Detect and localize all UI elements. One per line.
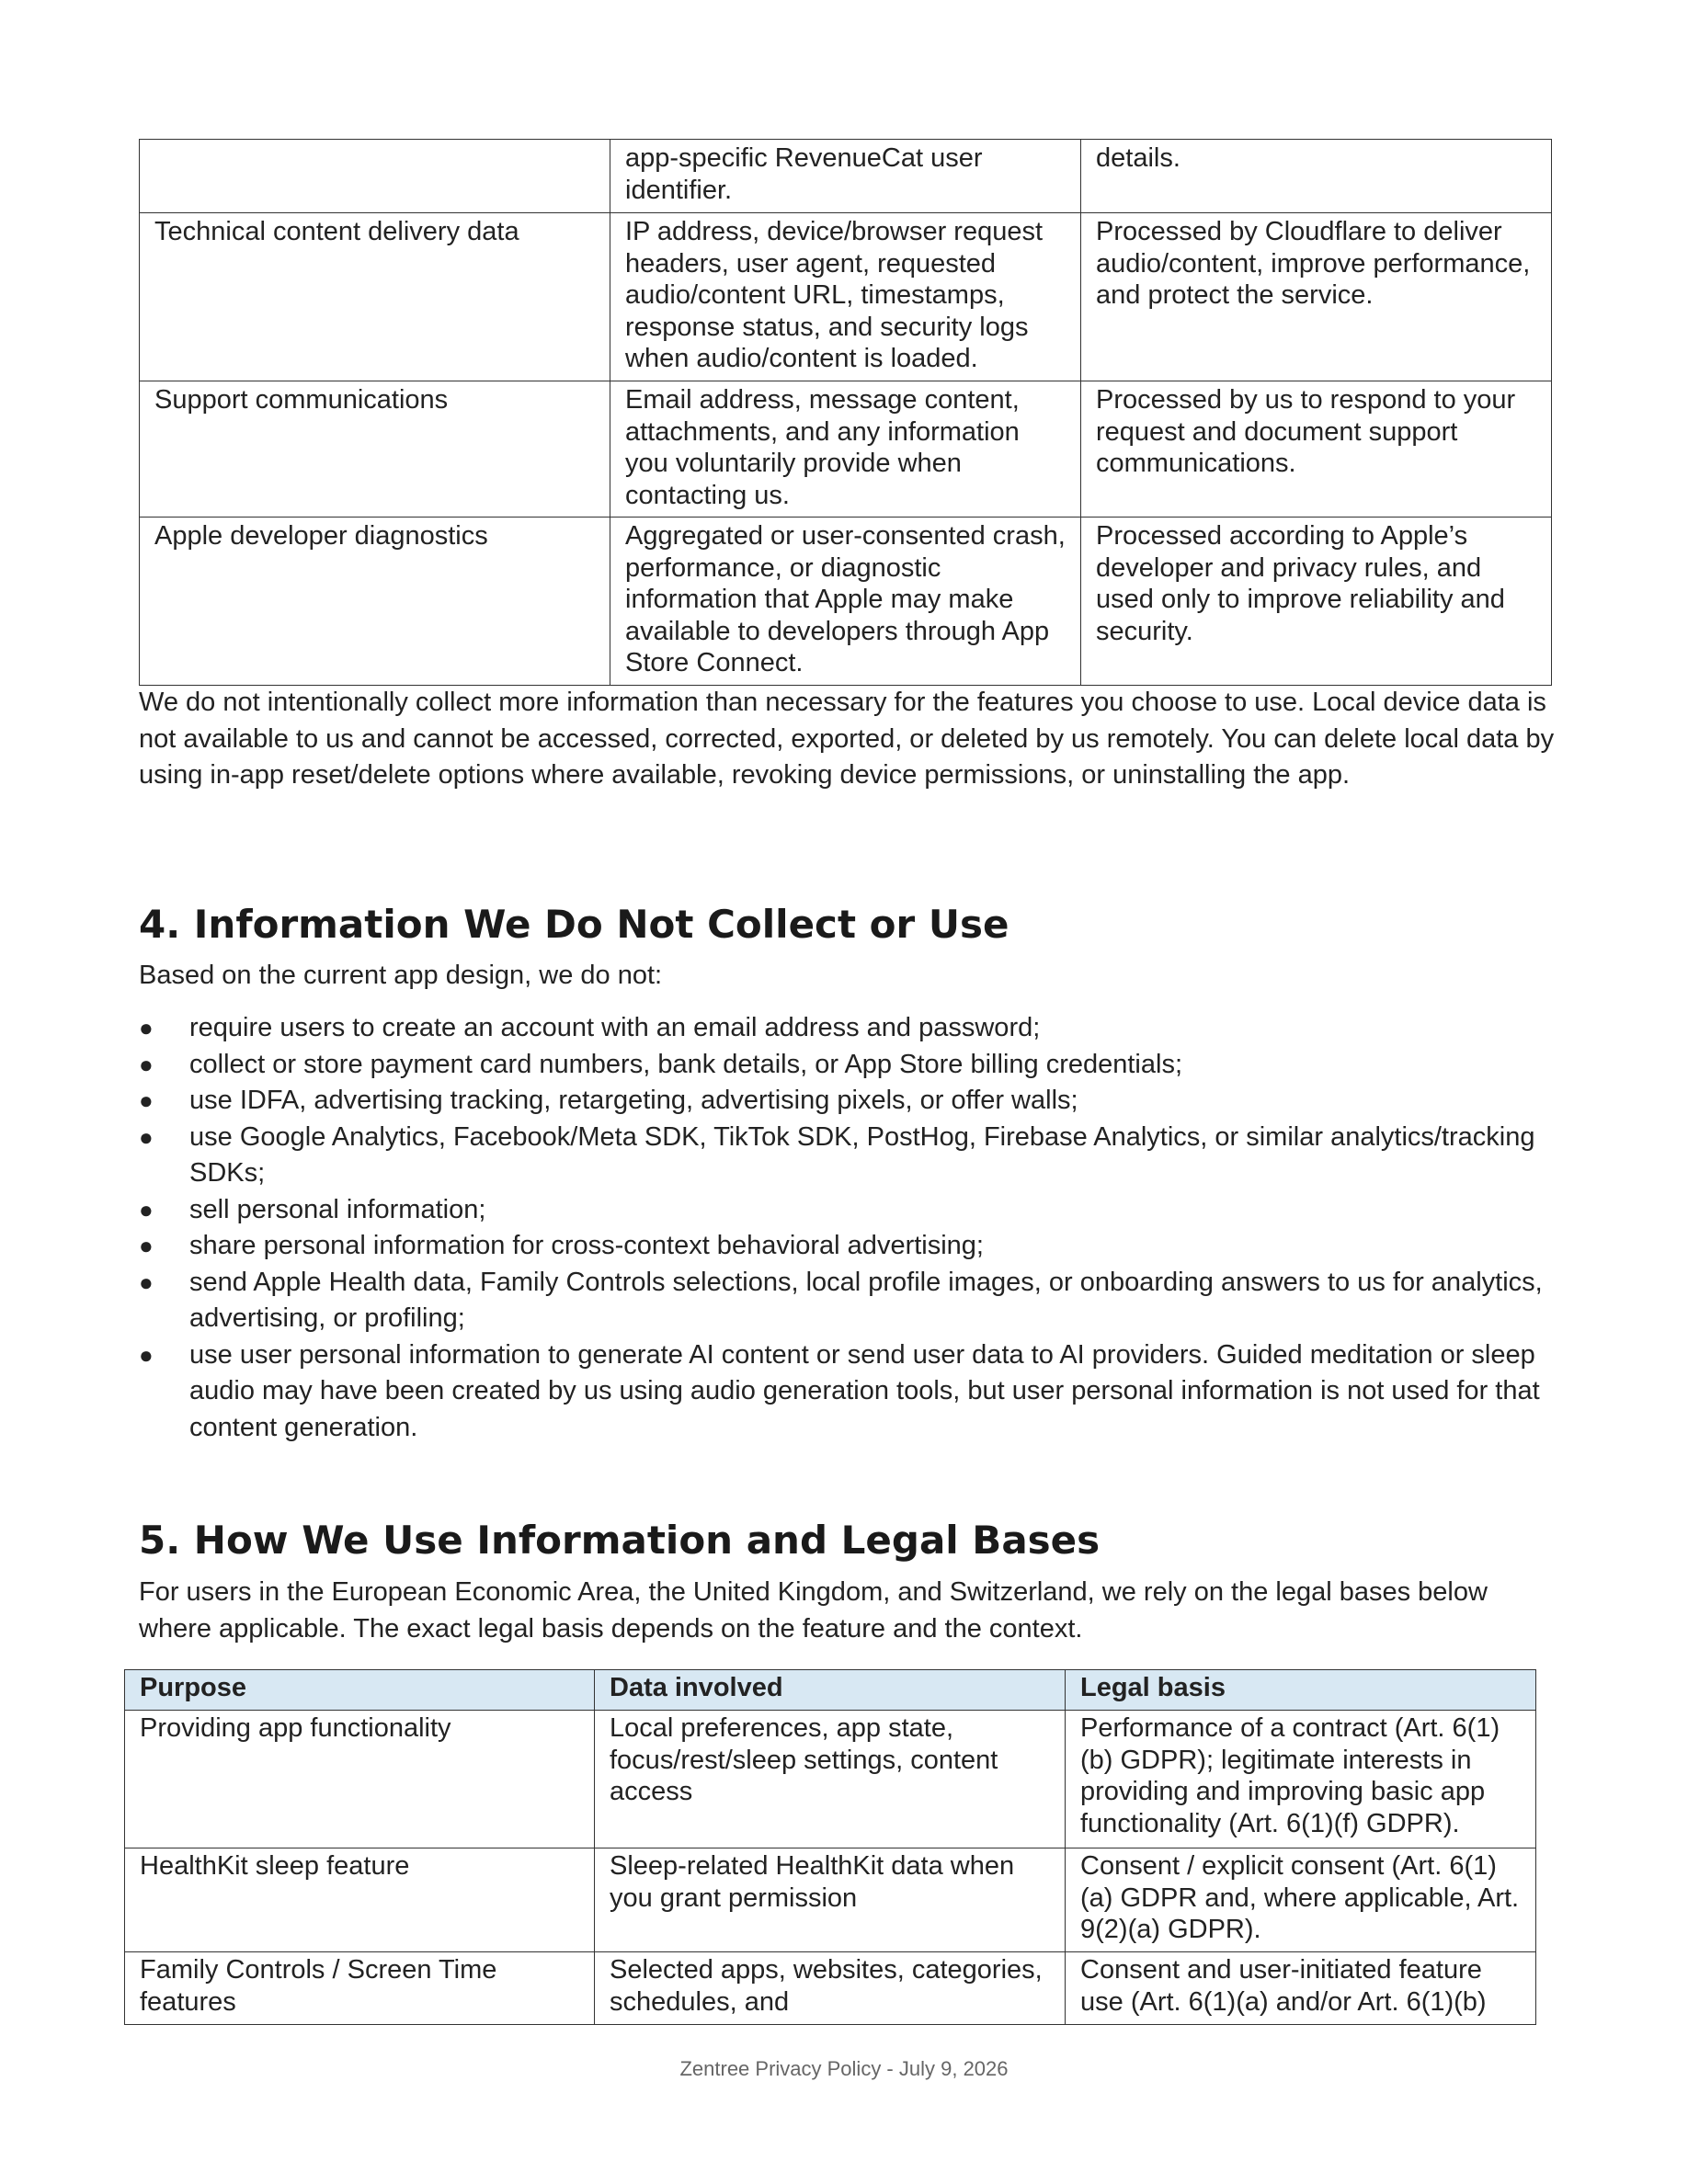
list-item: ● share personal information for cross-context behavioral advertising; — [139, 1228, 1555, 1265]
table-cell: Email address, message content, attachments, and any information you voluntarily provide when contacting us. — [610, 381, 1081, 518]
bullet-icon: ● — [139, 1086, 154, 1114]
not-collected-list — [139, 1010, 1555, 1446]
table-cell: Apple developer diagnostics — [140, 518, 610, 686]
section-5-heading: 5. How We Use Information and Legal Bases — [139, 1518, 1101, 1563]
bullet-icon: ● — [139, 1195, 154, 1223]
table-cell: Technical content delivery data — [140, 213, 610, 381]
list-item: ● use IDFA, advertising tracking, retargeting, advertising pixels, or offer walls; — [139, 1083, 1555, 1120]
table-cell — [140, 140, 610, 213]
table-cell: Processed according to Apple’s developer and privacy rules, and used only to improve reliability and security. — [1081, 518, 1552, 686]
table-row — [140, 213, 1552, 381]
list-item: ● sell personal information; — [139, 1192, 1555, 1229]
table-row — [140, 140, 1552, 213]
table-cell: Selected apps, websites, categories, schedules, and — [595, 1952, 1066, 2025]
table-row — [140, 381, 1552, 518]
table-cell: details. — [1081, 140, 1552, 213]
list-item: ● collect or store payment card numbers, bank details, or App Store billing credentials; — [139, 1047, 1555, 1084]
list-item: ● use Google Analytics, Facebook/Meta SDK, TikTok SDK, PostHog, Firebase Analytics, or similar analytics/tracking SDKs; — [139, 1120, 1555, 1192]
table-header-row — [125, 1670, 1536, 1711]
table-cell: Support communications — [140, 381, 610, 518]
list-item: ● use user personal information to generate AI content or send user data to AI providers. Guided meditation or sleep audio may have been created by us using audio generation tools, but user personal information is not used for that content generation. — [139, 1337, 1555, 1447]
table-cell: app-specific RevenueCat user identifier. — [610, 140, 1081, 213]
bullet-icon: ● — [139, 1268, 154, 1296]
section-4-intro: Based on the current app design, we do not: — [139, 961, 663, 990]
table-row — [125, 1711, 1536, 1848]
table-cell: Performance of a contract (Art. 6(1)(b) GDPR); legitimate interests in providing and improving basic app functionality (Art. 6(1)(f) GDPR). — [1066, 1711, 1536, 1848]
column-header-purpose: Purpose — [125, 1670, 595, 1711]
table-cell: Sleep-related HealthKit data when you grant permission — [595, 1848, 1066, 1952]
bullet-icon: ● — [139, 1122, 154, 1151]
table-row — [125, 1952, 1536, 2025]
table-cell: Aggregated or user-consented crash, performance, or diagnostic information that Apple may make available to developers through App Store Connect. — [610, 518, 1081, 686]
bullet-icon: ● — [139, 1232, 154, 1259]
table-row — [125, 1848, 1536, 1952]
bullet-icon: ● — [139, 1050, 154, 1078]
table-row — [140, 518, 1552, 686]
list-item: ● require users to create an account with an email address and password; — [139, 1010, 1555, 1047]
bullet-icon: ● — [139, 1340, 154, 1369]
table-cell: Local preferences, app state, focus/rest/sleep settings, content access — [595, 1711, 1066, 1848]
section-4-heading: 4. Information We Do Not Collect or Use — [139, 902, 1009, 947]
table-cell: Processed by us to respond to your request and document support communications. — [1081, 381, 1552, 518]
table-cell: Consent / explicit consent (Art. 6(1)(a) GDPR and, where applicable, Art. 9(2)(a) GDPR). — [1066, 1848, 1536, 1952]
table-cell: Consent and user-initiated feature use (Art. 6(1)(a) and/or Art. 6(1)(b) — [1066, 1952, 1536, 2025]
after-table-paragraph: We do not intentionally collect more information than necessary for the features you choose to use. Local device data is not available to us and cannot be accessed, corrected, exported, or deleted by us remotely. You can delete local data by using in-app reset/delete options where available, revoking device permissions, or uninstalling the app. — [139, 688, 1555, 790]
page-footer: Zentree Privacy Policy - July 9, 2026 — [679, 2057, 1009, 2080]
column-header-data-involved: Data involved — [595, 1670, 1066, 1711]
data-collection-table — [139, 139, 1552, 686]
table-cell: Processed by Cloudflare to deliver audio/content, improve performance, and protect the service. — [1081, 213, 1552, 381]
table-cell: IP address, device/browser request headers, user agent, requested audio/content URL, timestamps, response status, and security logs when audio/content is loaded. — [610, 213, 1081, 381]
column-header-legal-basis: Legal basis — [1066, 1670, 1536, 1711]
bullet-icon: ● — [139, 1014, 154, 1041]
table-cell: Providing app functionality — [125, 1711, 595, 1848]
list-item: ● send Apple Health data, Family Controls selections, local profile images, or onboarding answers to us for analytics, advertising, or profiling; — [139, 1265, 1555, 1337]
legal-bases-table — [124, 1669, 1536, 2025]
section-5-intro: For users in the European Economic Area, the United Kingdom, and Switzerland, we rely on the legal bases below where applicable. The exact legal basis depends on the feature and the context. — [139, 1577, 1488, 1644]
table-cell: HealthKit sleep feature — [125, 1848, 595, 1952]
table-cell: Family Controls / Screen Time features — [125, 1952, 595, 2025]
